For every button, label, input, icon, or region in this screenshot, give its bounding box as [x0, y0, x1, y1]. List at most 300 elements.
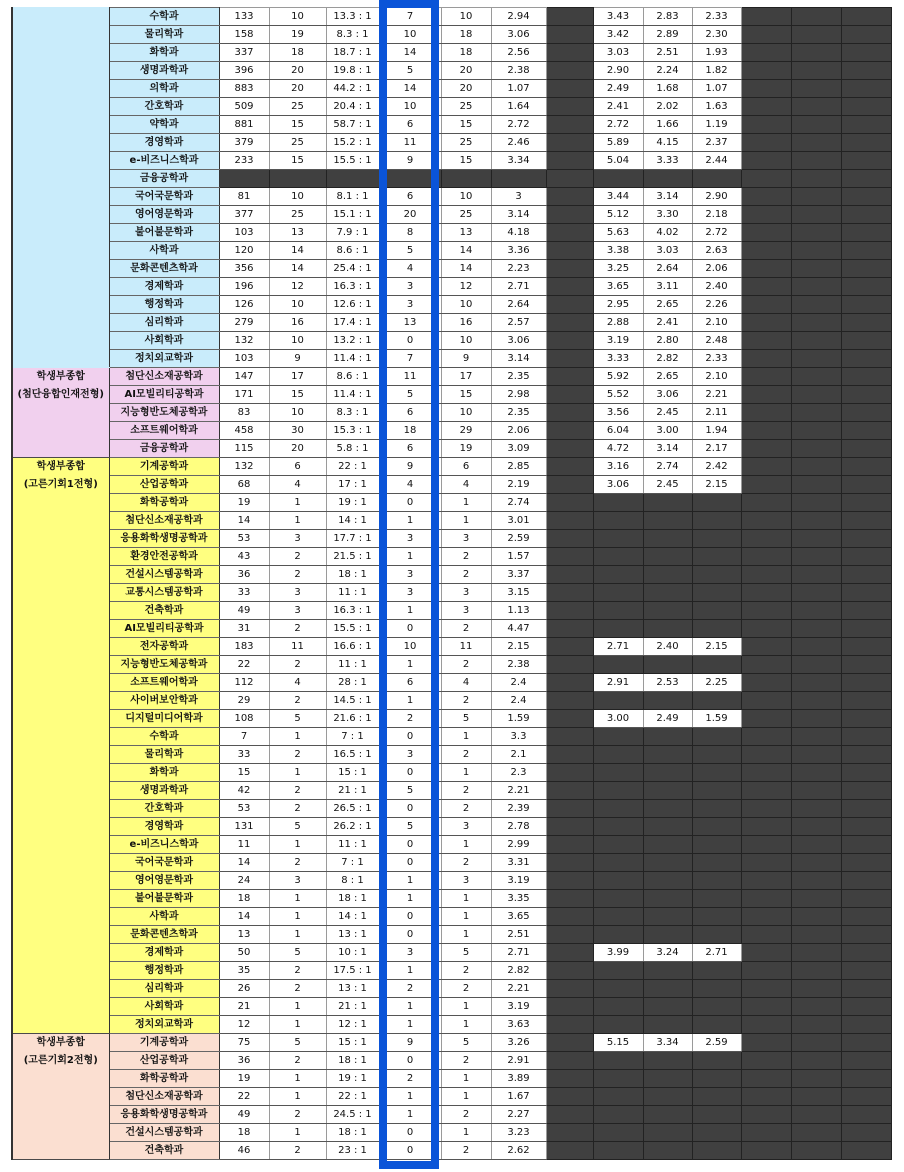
max-grade-cell: 3.25: [593, 260, 643, 278]
quota-cell: 1: [269, 494, 326, 512]
final-count-cell: [441, 170, 491, 188]
department-cell: 물리학과: [109, 26, 219, 44]
final-count-cell: 1: [441, 764, 491, 782]
quota-cell: 20: [269, 80, 326, 98]
avg-grade-cell: 2.65: [643, 368, 692, 386]
final-count-cell: 2: [441, 1142, 491, 1160]
blank-cell: [791, 314, 841, 332]
avg-grade-cell: [643, 980, 692, 998]
final-count-cell: 1: [441, 998, 491, 1016]
avg-grade-cell: [643, 1052, 692, 1070]
avg-grade-cell: 3.00: [643, 422, 692, 440]
additional-pass-cell: 7: [379, 350, 441, 368]
average-grade-cell: 3.36: [491, 242, 546, 260]
quota-cell: 18: [269, 44, 326, 62]
table-row: [12, 566, 891, 584]
min-grade-cell: [692, 602, 741, 620]
blank-cell: [546, 908, 593, 926]
final-count-cell: 3: [441, 584, 491, 602]
applicants-cell: 103: [219, 224, 269, 242]
avg-grade-cell: 2.45: [643, 476, 692, 494]
competition-ratio-cell: 11.4 : 1: [326, 350, 379, 368]
max-grade-cell: 2.91: [593, 674, 643, 692]
quota-cell: 20: [269, 440, 326, 458]
blank-cell: [546, 458, 593, 476]
competition-ratio-cell: 14 : 1: [326, 512, 379, 530]
avg-grade-cell: 3.14: [643, 188, 692, 206]
max-grade-cell: 2.72: [593, 116, 643, 134]
blank-cell: [841, 422, 891, 440]
applicants-cell: 11: [219, 836, 269, 854]
min-grade-cell: 2.25: [692, 674, 741, 692]
average-grade-cell: 2.94: [491, 8, 546, 26]
blank-cell: [741, 350, 791, 368]
blank-cell: [791, 980, 841, 998]
final-count-cell: 3: [441, 530, 491, 548]
min-grade-cell: [692, 926, 741, 944]
avg-grade-cell: [643, 728, 692, 746]
additional-pass-cell: 5: [379, 242, 441, 260]
applicants-cell: 7: [219, 728, 269, 746]
department-cell: 지능형반도체공학과: [109, 404, 219, 422]
blank-cell: [791, 656, 841, 674]
avg-grade-cell: [643, 764, 692, 782]
blank-cell: [741, 278, 791, 296]
table-row: [12, 1106, 891, 1124]
blank-cell: [791, 908, 841, 926]
avg-grade-cell: 2.24: [643, 62, 692, 80]
competition-ratio-cell: 13.2 : 1: [326, 332, 379, 350]
avg-grade-cell: [643, 926, 692, 944]
blank-cell: [741, 980, 791, 998]
final-count-cell: 2: [441, 782, 491, 800]
blank-cell: [791, 296, 841, 314]
blank-cell: [741, 1088, 791, 1106]
average-grade-cell: 3.37: [491, 566, 546, 584]
department-cell: 경영학과: [109, 818, 219, 836]
blank-cell: [546, 62, 593, 80]
avg-grade-cell: 2.65: [643, 296, 692, 314]
final-count-cell: 1: [441, 890, 491, 908]
average-grade-cell: 3.35: [491, 890, 546, 908]
blank-cell: [741, 962, 791, 980]
avg-grade-cell: 2.80: [643, 332, 692, 350]
quota-cell: 15: [269, 386, 326, 404]
min-grade-cell: 2.71: [692, 944, 741, 962]
blank-cell: [741, 440, 791, 458]
applicants-cell: 81: [219, 188, 269, 206]
average-grade-cell: 2.21: [491, 782, 546, 800]
table-row: [12, 1142, 891, 1160]
blank-cell: [791, 926, 841, 944]
competition-ratio-cell: 17 : 1: [326, 476, 379, 494]
quota-cell: 1: [269, 1124, 326, 1142]
blank-cell: [546, 44, 593, 62]
quota-cell: 1: [269, 908, 326, 926]
blank-cell: [791, 1088, 841, 1106]
applicants-cell: 396: [219, 62, 269, 80]
blank-cell: [841, 530, 891, 548]
final-count-cell: 1: [441, 728, 491, 746]
max-grade-cell: [593, 1016, 643, 1034]
blank-cell: [741, 134, 791, 152]
max-grade-cell: [593, 620, 643, 638]
blank-cell: [841, 728, 891, 746]
min-grade-cell: 2.10: [692, 314, 741, 332]
min-grade-cell: 2.37: [692, 134, 741, 152]
final-count-cell: 9: [441, 350, 491, 368]
max-grade-cell: [593, 818, 643, 836]
blank-cell: [791, 494, 841, 512]
additional-pass-cell: 2: [379, 980, 441, 998]
max-grade-cell: [593, 746, 643, 764]
final-count-cell: 5: [441, 710, 491, 728]
min-grade-cell: [692, 800, 741, 818]
avg-grade-cell: [643, 656, 692, 674]
blank-cell: [546, 674, 593, 692]
competition-ratio-cell: 13.3 : 1: [326, 8, 379, 26]
additional-pass-cell: 3: [379, 746, 441, 764]
table-row: [12, 710, 891, 728]
additional-pass-cell: 3: [379, 530, 441, 548]
average-grade-cell: 2.35: [491, 404, 546, 422]
competition-ratio-cell: 14.5 : 1: [326, 692, 379, 710]
applicants-cell: 126: [219, 296, 269, 314]
max-grade-cell: 3.99: [593, 944, 643, 962]
competition-ratio-cell: 12 : 1: [326, 1016, 379, 1034]
competition-ratio-cell: 7.9 : 1: [326, 224, 379, 242]
avg-grade-cell: 3.11: [643, 278, 692, 296]
applicants-cell: 46: [219, 1142, 269, 1160]
applicants-cell: 14: [219, 908, 269, 926]
avg-grade-cell: 3.24: [643, 944, 692, 962]
blank-cell: [741, 782, 791, 800]
table-row: [12, 692, 891, 710]
avg-grade-cell: 2.74: [643, 458, 692, 476]
blank-cell: [791, 80, 841, 98]
table-row: [12, 602, 891, 620]
average-grade-cell: 2.91: [491, 1052, 546, 1070]
applicants-cell: 279: [219, 314, 269, 332]
additional-pass-cell: 0: [379, 494, 441, 512]
table-row: [12, 350, 891, 368]
table-row: [12, 98, 891, 116]
avg-grade-cell: [643, 800, 692, 818]
blank-cell: [791, 854, 841, 872]
blank-cell: [791, 188, 841, 206]
applicants-cell: 12: [219, 1016, 269, 1034]
min-grade-cell: 2.42: [692, 458, 741, 476]
max-grade-cell: [593, 584, 643, 602]
min-grade-cell: [692, 998, 741, 1016]
table-row: [12, 1052, 891, 1070]
additional-pass-cell: 9: [379, 152, 441, 170]
department-cell: 간호학과: [109, 98, 219, 116]
min-grade-cell: [692, 890, 741, 908]
blank-cell: [841, 26, 891, 44]
blank-cell: [791, 638, 841, 656]
department-cell: 불어불문학과: [109, 224, 219, 242]
blank-cell: [741, 602, 791, 620]
quota-cell: 5: [269, 944, 326, 962]
competition-ratio-cell: 8.6 : 1: [326, 242, 379, 260]
average-grade-cell: 2.98: [491, 386, 546, 404]
final-count-cell: 2: [441, 692, 491, 710]
average-grade-cell: 3.19: [491, 998, 546, 1016]
quota-cell: 19: [269, 26, 326, 44]
applicants-cell: 35: [219, 962, 269, 980]
min-grade-cell: 2.63: [692, 242, 741, 260]
department-cell: 정치외교학과: [109, 350, 219, 368]
average-grade-cell: 3.01: [491, 512, 546, 530]
blank-cell: [546, 926, 593, 944]
department-cell: 경영학과: [109, 134, 219, 152]
min-grade-cell: 2.11: [692, 404, 741, 422]
average-grade-cell: 1.13: [491, 602, 546, 620]
competition-ratio-cell: 10 : 1: [326, 944, 379, 962]
quota-cell: 2: [269, 566, 326, 584]
table-row: [12, 854, 891, 872]
blank-cell: [791, 404, 841, 422]
additional-pass-cell: 0: [379, 926, 441, 944]
max-grade-cell: 5.15: [593, 1034, 643, 1052]
blank-cell: [841, 152, 891, 170]
quota-cell: 2: [269, 620, 326, 638]
blank-cell: [546, 116, 593, 134]
average-grade-cell: 2.15: [491, 638, 546, 656]
table-row: [12, 872, 891, 890]
table-row: [12, 440, 891, 458]
blank-cell: [841, 926, 891, 944]
blank-cell: [546, 386, 593, 404]
min-grade-cell: 2.44: [692, 152, 741, 170]
final-count-cell: 10: [441, 404, 491, 422]
applicants-cell: 509: [219, 98, 269, 116]
average-grade-cell: 3.06: [491, 26, 546, 44]
quota-cell: 16: [269, 314, 326, 332]
department-cell: 건설시스템공학과: [109, 566, 219, 584]
min-grade-cell: [692, 1070, 741, 1088]
blank-cell: [791, 332, 841, 350]
blank-cell: [791, 1106, 841, 1124]
blank-cell: [741, 746, 791, 764]
max-grade-cell: 2.88: [593, 314, 643, 332]
table-row: [12, 8, 891, 26]
quota-cell: 2: [269, 1106, 326, 1124]
table-row: [12, 458, 891, 476]
average-grade-cell: 2.72: [491, 116, 546, 134]
competition-ratio-cell: 21.6 : 1: [326, 710, 379, 728]
table-row: [12, 1034, 891, 1052]
final-count-cell: 10: [441, 296, 491, 314]
final-count-cell: 2: [441, 620, 491, 638]
max-grade-cell: [593, 1106, 643, 1124]
blank-cell: [546, 26, 593, 44]
department-cell: 금융공학과: [109, 440, 219, 458]
applicants-cell: 158: [219, 26, 269, 44]
blank-cell: [546, 584, 593, 602]
quota-cell: 1: [269, 890, 326, 908]
blank-cell: [791, 764, 841, 782]
blank-cell: [741, 116, 791, 134]
blank-cell: [546, 638, 593, 656]
applicants-cell: 83: [219, 404, 269, 422]
blank-cell: [546, 1034, 593, 1052]
competition-ratio-cell: 15.5 : 1: [326, 620, 379, 638]
applicants-cell: 115: [219, 440, 269, 458]
average-grade-cell: 2.78: [491, 818, 546, 836]
blank-cell: [546, 656, 593, 674]
table-row: [12, 422, 891, 440]
avg-grade-cell: 2.83: [643, 8, 692, 26]
applicants-cell: [219, 170, 269, 188]
additional-pass-cell: 6: [379, 440, 441, 458]
table-row: [12, 1016, 891, 1034]
additional-pass-cell: 13: [379, 314, 441, 332]
avg-grade-cell: [643, 692, 692, 710]
quota-cell: [269, 170, 326, 188]
avg-grade-cell: [643, 962, 692, 980]
table-row: [12, 404, 891, 422]
avg-grade-cell: [643, 602, 692, 620]
additional-pass-cell: 0: [379, 1142, 441, 1160]
final-count-cell: 11: [441, 638, 491, 656]
blank-cell: [791, 440, 841, 458]
blank-cell: [841, 1070, 891, 1088]
final-count-cell: 29: [441, 422, 491, 440]
blank-cell: [841, 494, 891, 512]
avg-grade-cell: 2.64: [643, 260, 692, 278]
avg-grade-cell: [643, 170, 692, 188]
table-row: [12, 728, 891, 746]
blank-cell: [841, 836, 891, 854]
final-count-cell: 1: [441, 1088, 491, 1106]
blank-cell: [546, 800, 593, 818]
blank-cell: [741, 260, 791, 278]
avg-grade-cell: 3.33: [643, 152, 692, 170]
additional-pass-cell: [379, 170, 441, 188]
final-count-cell: 2: [441, 980, 491, 998]
min-grade-cell: [692, 908, 741, 926]
min-grade-cell: [692, 764, 741, 782]
competition-ratio-cell: 5.8 : 1: [326, 440, 379, 458]
applicants-cell: 18: [219, 890, 269, 908]
blank-cell: [841, 908, 891, 926]
max-grade-cell: [593, 170, 643, 188]
final-count-cell: 10: [441, 188, 491, 206]
min-grade-cell: [692, 962, 741, 980]
final-count-cell: 2: [441, 746, 491, 764]
quota-cell: 20: [269, 62, 326, 80]
competition-ratio-cell: 28 : 1: [326, 674, 379, 692]
blank-cell: [791, 566, 841, 584]
blank-cell: [791, 962, 841, 980]
competition-ratio-cell: 20.4 : 1: [326, 98, 379, 116]
blank-cell: [546, 206, 593, 224]
additional-pass-cell: 0: [379, 1052, 441, 1070]
blank-cell: [741, 476, 791, 494]
avg-grade-cell: 2.45: [643, 404, 692, 422]
department-cell: 행정학과: [109, 962, 219, 980]
avg-grade-cell: [643, 530, 692, 548]
blank-cell: [546, 476, 593, 494]
max-grade-cell: [593, 512, 643, 530]
blank-cell: [841, 872, 891, 890]
average-grade-cell: 3.14: [491, 206, 546, 224]
blank-cell: [741, 926, 791, 944]
department-cell: 약학과: [109, 116, 219, 134]
additional-pass-cell: 0: [379, 764, 441, 782]
avg-grade-cell: 4.15: [643, 134, 692, 152]
competition-ratio-cell: 17.7 : 1: [326, 530, 379, 548]
min-grade-cell: [692, 728, 741, 746]
blank-cell: [791, 242, 841, 260]
max-grade-cell: 3.65: [593, 278, 643, 296]
blank-cell: [741, 422, 791, 440]
additional-pass-cell: 1: [379, 602, 441, 620]
blank-cell: [791, 422, 841, 440]
max-grade-cell: [593, 962, 643, 980]
blank-cell: [546, 836, 593, 854]
blank-cell: [741, 854, 791, 872]
max-grade-cell: [593, 890, 643, 908]
table-row: [12, 512, 891, 530]
max-grade-cell: 5.92: [593, 368, 643, 386]
department-cell: 사회학과: [109, 998, 219, 1016]
additional-pass-cell: 2: [379, 710, 441, 728]
average-grade-cell: 2.74: [491, 494, 546, 512]
quota-cell: 12: [269, 278, 326, 296]
competition-ratio-cell: 13 : 1: [326, 980, 379, 998]
avg-grade-cell: 4.02: [643, 224, 692, 242]
blank-cell: [791, 368, 841, 386]
competition-ratio-cell: 11.4 : 1: [326, 386, 379, 404]
blank-cell: [741, 530, 791, 548]
average-grade-cell: 2.27: [491, 1106, 546, 1124]
blank-cell: [741, 710, 791, 728]
applicants-cell: 18: [219, 1124, 269, 1142]
additional-pass-cell: 3: [379, 584, 441, 602]
max-grade-cell: [593, 800, 643, 818]
table-row: [12, 746, 891, 764]
max-grade-cell: [593, 656, 643, 674]
blank-cell: [791, 746, 841, 764]
blank-cell: [791, 1124, 841, 1142]
blank-cell: [841, 692, 891, 710]
blank-cell: [791, 944, 841, 962]
blank-cell: [741, 872, 791, 890]
department-cell: 기계공학과: [109, 458, 219, 476]
blank-cell: [741, 620, 791, 638]
average-grade-cell: 3.89: [491, 1070, 546, 1088]
min-grade-cell: 1.63: [692, 98, 741, 116]
department-cell: 문화콘텐츠학과: [109, 260, 219, 278]
competition-ratio-cell: 21 : 1: [326, 998, 379, 1016]
additional-pass-cell: 11: [379, 134, 441, 152]
quota-cell: 2: [269, 782, 326, 800]
avg-grade-cell: 2.53: [643, 674, 692, 692]
blank-cell: [741, 296, 791, 314]
min-grade-cell: 2.15: [692, 476, 741, 494]
blank-cell: [841, 332, 891, 350]
max-grade-cell: [593, 908, 643, 926]
final-count-cell: 2: [441, 800, 491, 818]
blank-cell: [546, 134, 593, 152]
final-count-cell: 20: [441, 80, 491, 98]
blank-cell: [841, 944, 891, 962]
blank-cell: [741, 1052, 791, 1070]
min-grade-cell: [692, 1142, 741, 1160]
